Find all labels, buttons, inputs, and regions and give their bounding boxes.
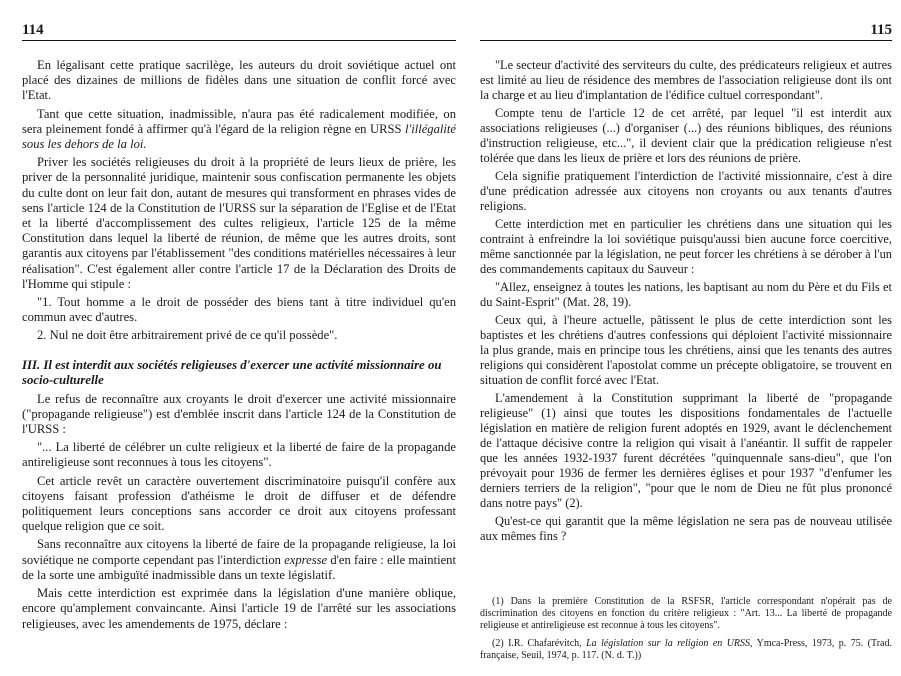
paragraph: Tant que cette situation, inadmissible, n'aura pas été radicalement modifiée, on sera pleinement fondé à affirmer qu'à l'égard de la religion règne en URSS l'illégalité sous les dehors de la loi. <box>22 106 456 152</box>
section-heading: III. Il est interdit aux sociétés religieuses d'exercer une activité missionnaire ou socio-culturelle <box>22 357 442 388</box>
emphasis: l'illégalité sous les dehors de la loi. <box>22 121 456 152</box>
header-rule <box>22 40 456 41</box>
paragraph: Cette interdiction met en particulier les chrétiens dans une situation qui les contraint à enfreindre la loi soviétique puisqu'aussi bien aucune force coercitive, même sanctionnée par la législation, ne peut forcer les chrétiens à se dérober à l'un des commandements capitaux du Sauveur : <box>480 217 892 276</box>
paragraph: Compte tenu de l'article 12 de cet arrêté, par lequel "il est interdit aux associations religieuses (...) d'organiser (...) des réunions bibliques, des réunions d'instruction religieuse, etc...", il devient clair que la prédication religieuse n'est tolérée que dans les lieux de prière et lors des réunions de prière. <box>480 106 892 165</box>
quoted-scripture: "Allez, enseignez à toutes les nations, les baptisant au nom du Père et du Fils et du Saint-Esprit" (Mat. 28, 19). <box>480 280 892 309</box>
quoted-article: "... La liberté de célébrer un culte religieux et la liberté de faire de la propagande antireligieuse sont reconnues à tous les citoyens". <box>22 440 456 470</box>
paragraph: Qu'est-ce qui garantit que la même législation ne sera pas de nouveau utilisée aux mêmes fins ? <box>480 514 892 543</box>
paragraph: Le refus de reconnaître aux croyants le droit d'exercer une activité missionnaire ("propagande religieuse") est d'emblée inscrit dans l'article 124 de la Constitution de l'URSS : <box>22 391 456 437</box>
paragraph: Sans reconnaître aux citoyens la liberté de faire de la propagande religieuse, la loi soviétique ne comporte cependant pas l'interdiction expresse d'en faire : elle maintient de la sorte une ambiguïté inadmissible dans un texte législatif. <box>22 537 456 582</box>
quoted-article: "1. Tout homme a le droit de posséder des biens tant à titre individuel qu'en commun avec d'autres. <box>22 295 456 325</box>
paragraph: Ceux qui, à l'heure actuelle, pâtissent le plus de cette interdiction sont les baptistes et les chrétiens d'autres confessions qui déploient l'activité missionnaire la plus grande, mais en principe tous les chrétiens, ainsi que les tenants des autres religions qui considèrent l'apostolat comme un précepte obligatoire, se trouvent en situation de conflit forcé avec l'Etat. <box>480 313 892 387</box>
page-number: 114 <box>22 22 44 38</box>
paragraph: L'amendement à la Constitution supprimant la liberté de "propagande religieuse" (1) ainsi que toutes les dispositions fondamentales de l'actuelle législation en matière de religion furent adoptés en 1929, avant le déclenchement de l'attaque décisive contre la religion qui visait à l'anéantir. Il suffit de rappeler que les années 1932-1937 furent décrétées "quinquennale sans-dieu", que l'on prévoyait pour 1936 de fermer les dernières églises et pour 1937 "d'enfumer les derniers terriers de la religion", "pour que le nom de Dieu ne fût plus prononcé dans notre pays" (2). <box>480 391 892 510</box>
right-page <box>480 0 892 676</box>
page-body <box>22 58 456 635</box>
emphasis: expresse <box>284 552 328 567</box>
paragraph: En légalisant cette pratique sacrilège, les auteurs du droit soviétique actuel ont placé des dizaines de millions de fidèles dans une situation de conflit forcé avec l'Etat. <box>22 58 456 103</box>
paragraph: Cela signifie pratiquement l'interdiction de l'activité missionnaire, c'est à dire d'une prédication adressée aux citoyens non croyants ou aux tenants d'autres religions. <box>480 169 892 213</box>
quoted-article: "Le secteur d'activité des serviteurs du culte, des prédicateurs religieux et autres est limité au lieu de résidence des membres de l'association religieuse dont ils ont la charge et au lieu d'implantation de l'édifice cultuel correspondant". <box>480 58 892 102</box>
footnote-2: (2) I.R. Chafarévitch, La législation sur la religion en URSS, Ymca-Press, 1973, p. 75. (Trad. française, Seuil, 1974, p. 117. (N. d. T.)) <box>480 637 892 661</box>
footnotes <box>480 596 892 667</box>
page-number: 115 <box>870 22 892 38</box>
left-page <box>22 0 456 676</box>
book-title: La législation sur la religion en URSS <box>586 637 751 649</box>
quoted-article: 2. Nul ne doit être arbitrairement privé de ce qu'il possède". <box>37 328 338 343</box>
footnote-1: (1) Dans la première Constitution de la RSFSR, l'article correspondant n'opérait pas de discrimination des citoyens en fonction du critère religieux : "Art. 13... La liberté de propagande religieuse et antireligieuse est reconnue à tous les citoyens". <box>480 596 892 632</box>
page-body <box>480 58 892 547</box>
header-rule <box>480 40 892 41</box>
paragraph: Priver les sociétés religieuses du droit à la propriété de leurs lieux de prière, les priver de la personnalité juridique, maintenir sous confiscation permanente les objets du culte dont on leur fait don, autant de mesures qui transforment en phrases vides de sens l'article 124 de la Constitution de l'URSS sur la séparation de l'Eglise et de l'Etat et la liberté d'accomplissement des cultes religieux, l'article 125 de la même Constitution dans lequel la liberté de réunion, de même que les autres droits, sont garantis aux citoyens par l'établissement "des conditions matérielles nécessaires à leur réalisation". C'est également aller contre l'article 17 de la Déclaration des Droits de l'Homme qui stipule : <box>22 155 456 291</box>
paragraph: Mais cette interdiction est exprimée dans la législation d'une manière oblique, encore qu'amplement convaincante. Ainsi l'article 19 de l'arrêté sur les associations religieuses, avec les amendements de 1975, déclare : <box>22 586 456 631</box>
paragraph: Cet article revêt un caractère ouvertement discriminatoire puisqu'il confère aux citoyens faisant profession d'athéisme le droit de diffuser et de défendre politiquement leurs conceptions sans accorder ce droit aux citoyens professant quelque religion que ce soit. <box>22 473 456 534</box>
